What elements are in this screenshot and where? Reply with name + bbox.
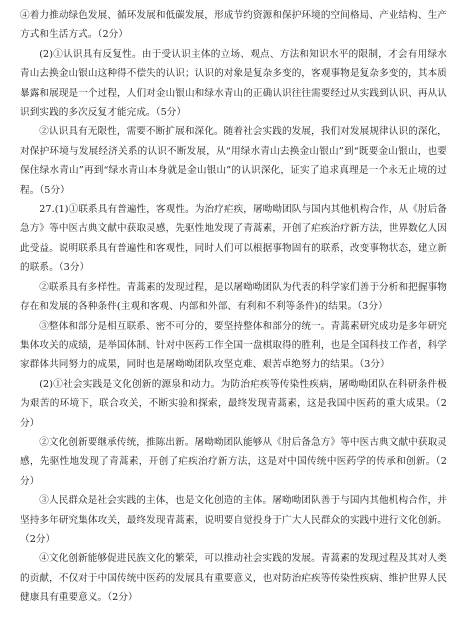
answer-paragraph-5: ②联系具有多样性。青蒿素的发现过程，是以屠呦呦团队为代表的科学家们善于分析和把握事物存在和发展的各种条件(主观和客观、内部和外部、有利和不利等条件)的结果。（3分） <box>20 281 447 313</box>
answer-paragraph-1: ④着力推动绿色发展、循环发展和低碳发展，形成节约资源和保护环境的空间格局、产业结构、生产方式和生活方式。（2分） <box>20 10 447 41</box>
answer-paragraph-6: ③整体和部分是相互联系、密不可分的，要坚持整体和部分的统一。青蒿素研究成功是多年研究集体攻关的成绩，是举国体制、针对中医药工作全国一盘棋取得的胜利，也是全国科技工作者，科学家群体共同努力的成果，同时也是屠呦呦团队攻坚克难、艰苦卓绝努力的结果。（3分） <box>20 320 447 371</box>
answer-paragraph-10: ④文化创新能够促进民族文化的繁荣，可以推动社会实践的发展。青蒿素的发现过程及其对人类的贡献，不仅对于中国传统中医药的发展具有重要意义，也对防治疟疾等传染性疾病、维护世界人民健康具有重要意义。（2分） <box>20 553 447 604</box>
answer-paragraph-4: 27.(1)①联系具有普遍性，客观性。为治疗疟疾，屠呦呦团队与国内其他机构合作，从《肘后备急方》等中医古典文献中获取灵感，先驱性地发现了青蒿素，开创了疟疾治疗新方法，世界数亿人因此受益。说明联系具有普遍性和客观性，同时人们可以根据事物固有的联系，改变事物状态，建立新的联系。（3分） <box>20 204 447 274</box>
answer-paragraph-9: ③人民群众是社会实践的主体，也是文化创造的主体。屠呦呦团队善于与国内其他机构合作，并坚持多年研究集体攻关，最终发现青蒿素，说明要自觉投身于广大人民群众的实践中进行文化创新。（2分） <box>20 495 447 545</box>
answer-paragraph-2: (2)①认识具有反复性。由于受认识主体的立场、观点、方法和知识水平的限制，才会有用绿水青山去换金山银山这种得不偿失的认识；认识的对象是复杂多变的，客观事物是复杂多变的，其本质暴露和展现是一个过程，人们对金山银山和绿水青山的正确认识往往需要经过从实践到认识、再从认识到实践的多次反复才能完成。（5分） <box>20 48 447 119</box>
answer-paragraph-7: (2)①社会实践是文化创新的源泉和动力。为防治疟疾等传染性疾病，屠呦呦团队在科研条件极为艰苦的环境下，联合攻关，不断实验和探索，最终发现青蒿素，这是我国中医药的重大成果。（2分） <box>20 378 447 429</box>
answer-paragraph-8: ②文化创新要继承传统，推陈出新。屠呦呦团队能够从《肘后备急方》等中医古典文献中获取灵感，先驱性地发现了青蒿素，开创了疟疾治疗新方法，这是对中国传统中医药学的传承和创新。（2分） <box>20 436 447 487</box>
answer-paragraph-3: ②认识具有无限性，需要不断扩展和深化。随着社会实践的发展，我们对发展规律认识的深化，对保护环境与发展经济关系的认识不断发展，从“用绿水青山去换金山银山”到“既要金山银山，也要保住绿水青山”再到“绿水青山本身就是金山银山”的认识深化，证实了追求真理是一个永无止境的过程。（5分） <box>20 126 447 196</box>
